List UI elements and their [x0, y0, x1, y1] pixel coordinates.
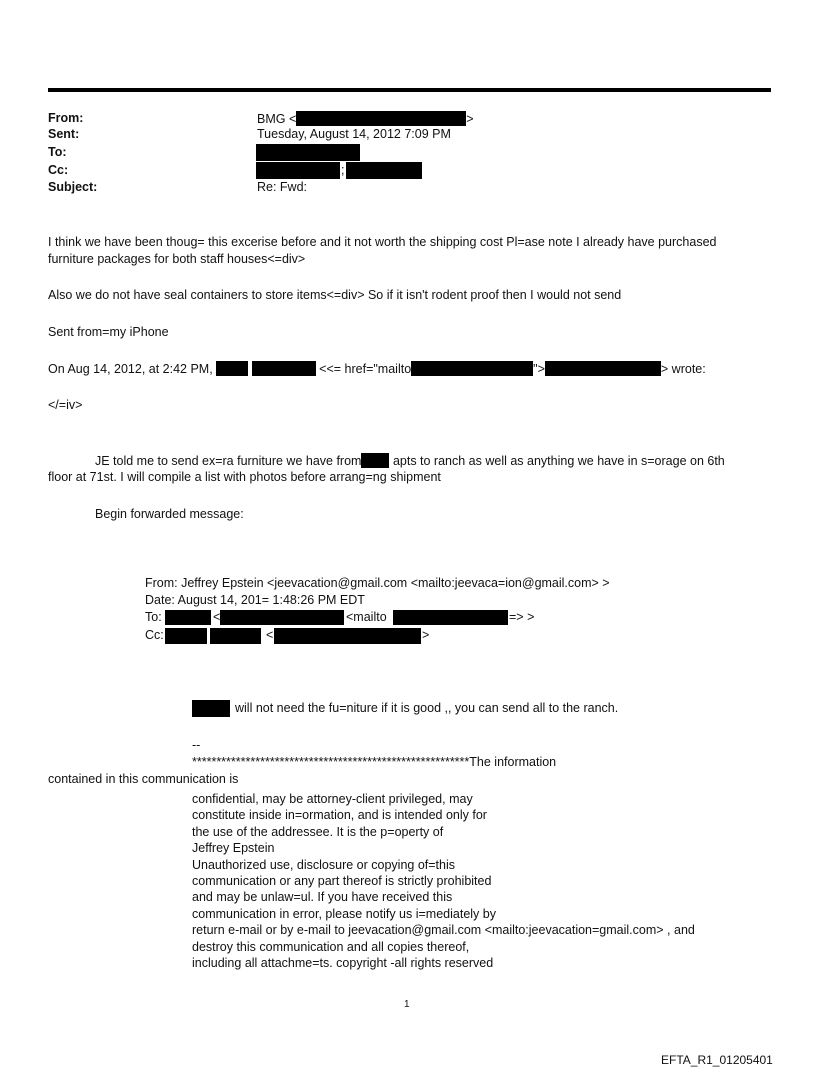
- to-label: To:: [48, 145, 67, 159]
- je-line2: floor at 71st. I will compile a list with photos before arrang=ng shipment: [48, 470, 441, 484]
- sig-stars: *********************************************************The information: [192, 755, 557, 769]
- on-mid: <<= href="mailto: [319, 362, 412, 376]
- from-value: [257, 111, 474, 127]
- document-id: EFTA_R1_01205401: [661, 1053, 773, 1067]
- on-quote: ">: [533, 362, 545, 376]
- fwd-cc-redaction-3: [274, 628, 421, 644]
- body-para1-line2: furniture packages for both staff houses<=div>: [48, 252, 306, 266]
- fwd-to-lt: <: [213, 610, 221, 624]
- cc-separator: ;: [341, 163, 345, 177]
- from-label: From:: [48, 111, 84, 125]
- from-suffix: >: [466, 112, 474, 126]
- disclaimer-line: and may be unlaw=ul. If you have received this: [192, 890, 453, 905]
- fwd-to-redaction-3: [393, 610, 508, 625]
- fwd-to-prefix: To:: [145, 610, 162, 624]
- fwd-from-line: From: Jeffrey Epstein <jeevacation@gmail.com <mailto:jeevaca=ion@gmail.com> >: [145, 576, 610, 590]
- cc-redaction-2: [346, 162, 422, 179]
- fwd-cc-prefix: Cc:: [145, 628, 164, 642]
- sent-value: Tuesday, August 14, 2012 7:09 PM: [257, 127, 451, 141]
- disclaimer-block: [192, 791, 695, 971]
- je-line1-a: JE told me to send ex=ra furniture we have from: [95, 454, 362, 468]
- cc-label: Cc:: [48, 163, 69, 177]
- fwd-cc-redaction-1: [165, 628, 207, 644]
- contained-line: contained in this communication is: [48, 772, 239, 786]
- iv-text: </=iv>: [48, 398, 83, 412]
- on-prefix: On Aug 14, 2012, at 2:42 PM,: [48, 362, 213, 376]
- redaction: [252, 361, 316, 376]
- subject-label: Subject:: [48, 180, 98, 194]
- header-rule: [48, 88, 771, 92]
- subject-value: Re: Fwd:: [257, 180, 308, 194]
- sig-dashes: --: [192, 738, 201, 752]
- to-redaction: [256, 144, 360, 161]
- sent-label: Sent:: [48, 127, 80, 141]
- furniture-redaction: [192, 700, 230, 717]
- fwd-cc-end: >: [422, 628, 430, 642]
- redaction: [545, 361, 661, 376]
- redaction: [361, 453, 389, 468]
- from-prefix: BMG <: [257, 112, 297, 126]
- on-suffix: > wrote:: [660, 362, 706, 376]
- redaction: [411, 361, 533, 376]
- cc-redaction-1: [256, 162, 340, 179]
- sent-from: Sent from=my iPhone: [48, 325, 169, 339]
- fwd-to-mailto: <mailto: [346, 610, 387, 624]
- disclaimer-line: including all attachme=ts. copyright -all rights reserved: [192, 956, 494, 971]
- fwd-cc-lt: <: [266, 628, 274, 642]
- disclaimer-line: Jeffrey Epstein: [192, 841, 275, 856]
- page-number: 1: [404, 999, 410, 1010]
- fwd-to-redaction-1: [165, 610, 211, 625]
- fwd-to-end: => >: [509, 610, 535, 624]
- begin-forwarded: Begin forwarded message:: [95, 507, 244, 521]
- fwd-to-redaction-2: [220, 610, 344, 625]
- disclaimer-line: communication in error, please notify us i=mediately by: [192, 906, 496, 921]
- disclaimer-line: constitute inside in=ormation, and is intended only for: [192, 808, 487, 823]
- je-line1: [95, 453, 725, 469]
- disclaimer-line: Unauthorized use, disclosure or copying of=this: [192, 857, 455, 872]
- on-wrote-line: [48, 361, 706, 377]
- disclaimer-line: destroy this communication and all copies thereof,: [192, 939, 470, 954]
- redaction: [296, 111, 466, 126]
- disclaimer-line: return e-mail or by e-mail to jeevacation@gmail.com <mailto:jeevacation=gmail.com> , and: [192, 923, 695, 938]
- fwd-date-line: Date: August 14, 201= 1:48:26 PM EDT: [145, 593, 365, 607]
- furniture-line: will not need the fu=niture if it is good ,, you can send all to the ranch.: [235, 701, 619, 715]
- disclaimer-line: confidential, may be attorney-client privileged, may: [192, 792, 473, 806]
- redaction: [216, 361, 248, 376]
- disclaimer-line: the use of the addressee. It is the p=operty of: [192, 824, 444, 839]
- je-line1-b: apts to ranch as well as anything we have in s=orage on 6th: [392, 454, 725, 468]
- fwd-cc-redaction-2: [210, 628, 261, 644]
- body-para2: Also we do not have seal containers to store items<=div> So if it isn't rodent proof then I would not send: [48, 288, 622, 302]
- body-para1-line1: I think we have been thoug= this excerise before and it not worth the shipping cost Pl=ase note I already have purchased: [48, 235, 717, 249]
- disclaimer-line: communication or any part thereof is strictly prohibited: [192, 874, 492, 889]
